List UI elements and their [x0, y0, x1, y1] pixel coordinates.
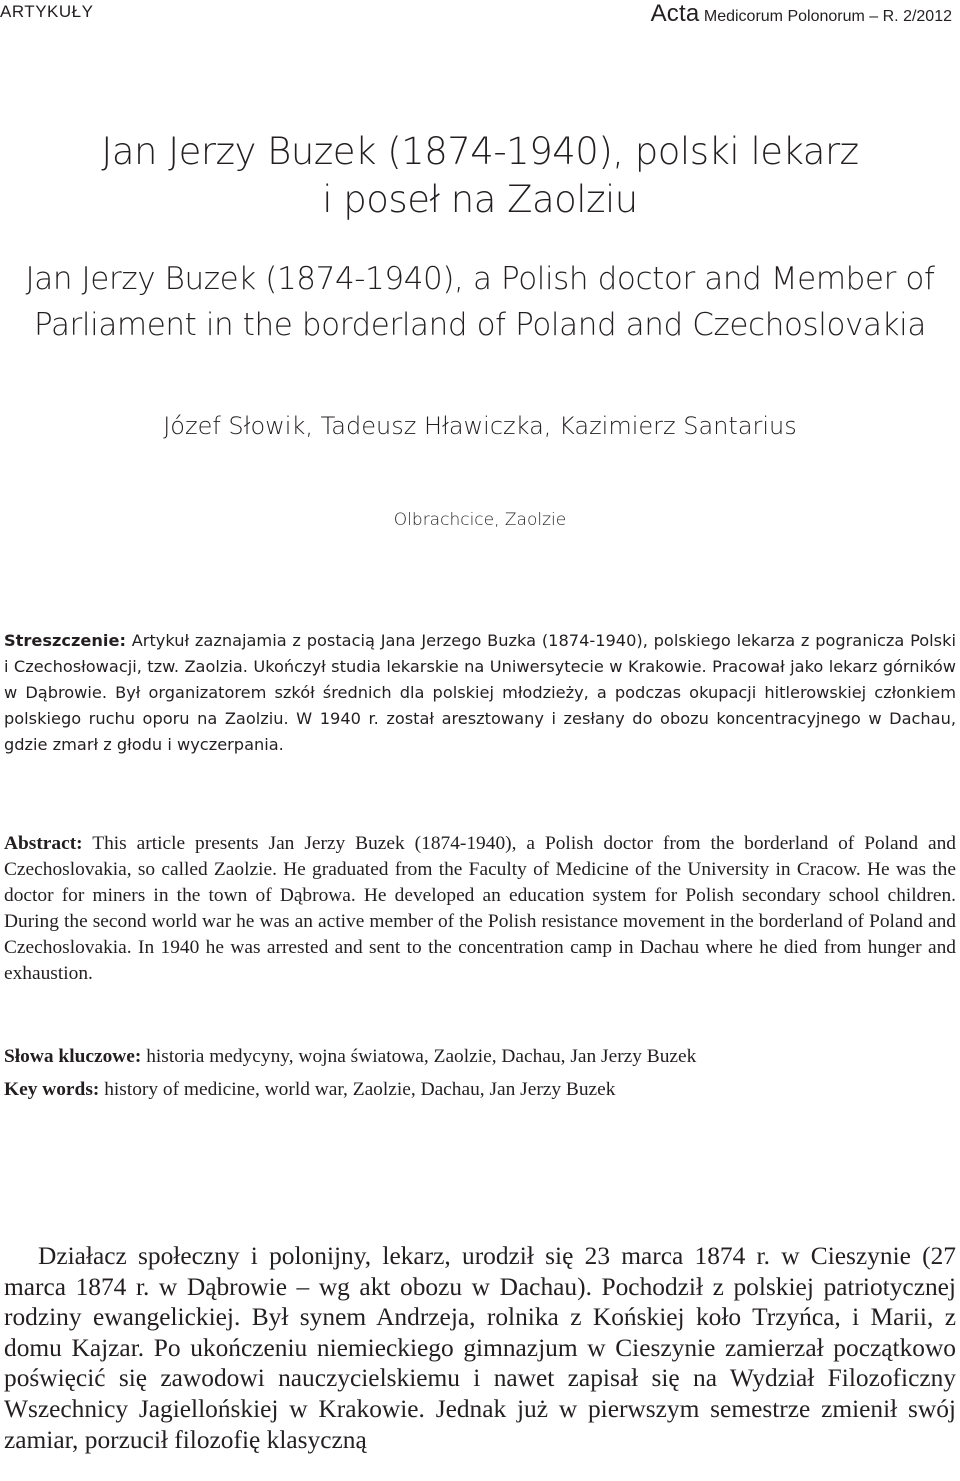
section-label: ARTYKUŁY [0, 2, 94, 21]
title-polish [0, 128, 960, 224]
keywords-polish-text: historia medycyny, wojna światowa, Zaolzie, Dachau, Jan Jerzy Buzek [146, 1046, 697, 1067]
title-polish-line1: Jan Jerzy Buzek (1874-1940), polski lekarz [101, 130, 859, 173]
keywords-polish-label: Słowa kluczowe: [4, 1046, 142, 1067]
streszczenie-text: Artykuł zaznajamia z postacią Jana Jerzego Buzka (1874-1940), polskiego lekarza z pogranicza Polski i Czechosłowacji, tzw. Zaolzia. Ukończył studia lekarskie na Uniwersytecie w Krakowie. Pracował jako lekarz górników w Dąbrowie. Był organizatorem szkół średnich dla polskiej młodzieży, a podczas okupacji hitlerowskiej członkiem polskiego ruchu oporu na Zaolziu. W 1940 r. został aresztowany i zesłany do obozu koncentracyjnego w Dachau, gdzie zmarł z głodu i wyczerpania. [4, 631, 956, 754]
abstract-text: This article presents Jan Jerzy Buzek (1874-1940), a Polish doctor from the borderland of Poland and Czechoslovakia, so called Zaolzie. He graduated from the Faculty of Medicine of the University in Cracow. He was the doctor for miners in the town of Dąbrowa. He developed an education system for Polish secondary school children. During the second world war he was an active member of the Polish resistance movement in the borderland of Poland and Czechoslovakia. In 1940 he was arrested and sent to the concentration camp in Dachau where he died from hunger and exhaustion. [4, 833, 956, 984]
title-english [0, 256, 960, 348]
journal-name [651, 0, 952, 28]
streszczenie-label: Streszczenie: [4, 631, 126, 650]
abstract-paragraph [4, 831, 956, 986]
title-polish-line2: i poseł na Zaolziu [322, 178, 638, 221]
body-paragraph [4, 1241, 956, 1455]
authors: Józef Słowik, Tadeusz Hławiczka, Kazimierz Santarius [163, 412, 797, 440]
abstract-label: Abstract: [4, 833, 83, 854]
journal-issue: Medicorum Polonorum – R. 2/2012 [703, 8, 952, 25]
journal-acta: Acta [650, 0, 700, 27]
body-paragraph-text: Działacz społeczny i polonijny, lekarz, urodził się 23 marca 1874 r. w Cieszynie (27 marca 1874 r. w Dąbrowie – wg akt obozu w Dachau). Pochodził z polskiej patriotycznej rodziny ewangelickiej. Był synem Andrzeja, rolnika z Końskiej koło Trzyńca, i Marii, z domu Kajzar. Po ukończeniu niemieckiego gimnazjum w Cieszynie zamierzał początkowo poświęcić się zawodowi nauczycielskiemu i nawet zapisał się na Wydział Filozoficzny Wszechnicy Jagiellońskiej w Krakowie. Jednak już w pierwszym semestrze zmienił swój zamiar, porzucił filozofię klasyczną [4, 1242, 956, 1454]
streszczenie-paragraph [4, 628, 956, 758]
keywords-english-text: history of medicine, world war, Zaolzie, Dachau, Jan Jerzy Buzek [104, 1079, 616, 1100]
affiliation: Olbrachcice, Zaolzie [393, 510, 567, 530]
keywords-english [4, 1077, 956, 1103]
title-english-line2: Parliament in the borderland of Poland and Czechoslovakia [34, 307, 926, 343]
keywords-polish [4, 1044, 956, 1070]
keywords-english-label: Key words: [4, 1079, 100, 1100]
title-english-line1: Jan Jerzy Buzek (1874-1940), a Polish doctor and Member of [25, 261, 935, 297]
running-header [0, 0, 960, 26]
